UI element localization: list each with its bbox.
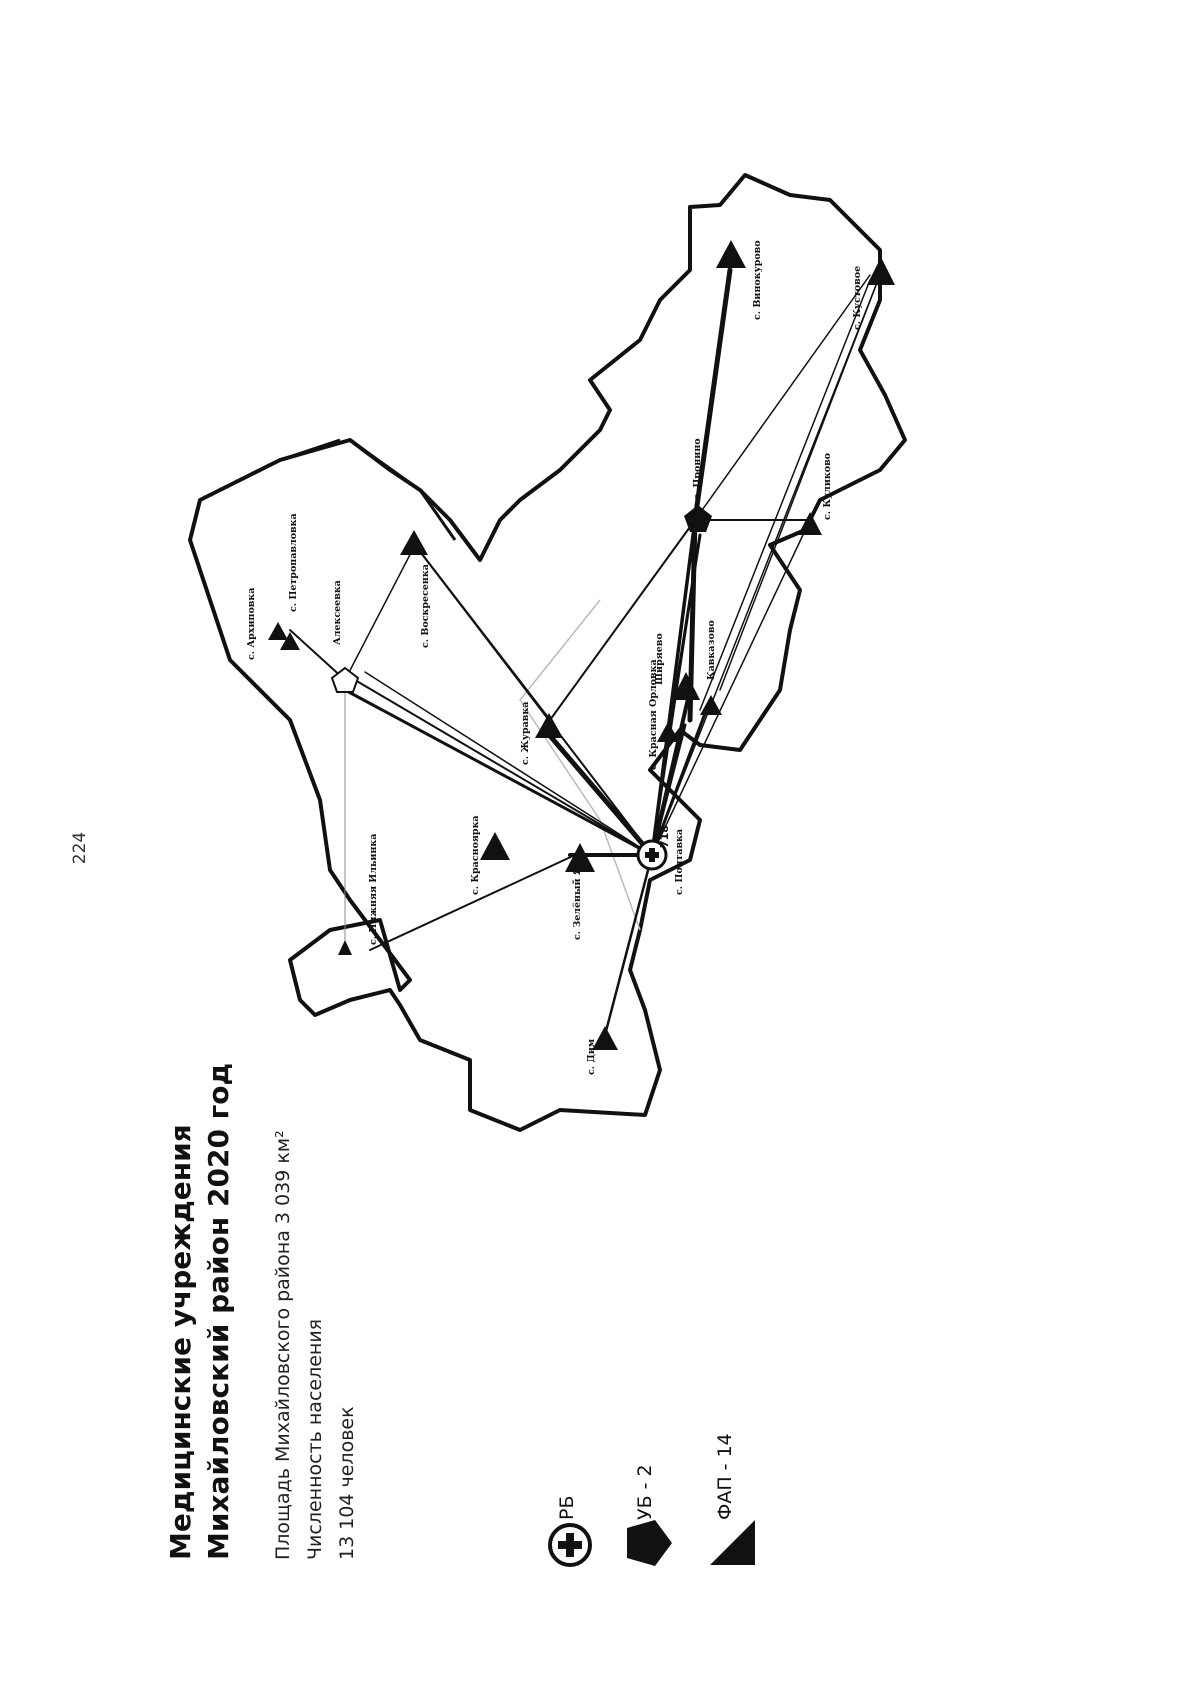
title-line-1: Медицинские учреждения: [164, 1124, 197, 1560]
legend-ub-pentagon-icon: [627, 1520, 672, 1566]
legend-rb-label: РБ: [556, 1495, 578, 1520]
label-krasnoyarka: с. Красноярка: [470, 815, 481, 895]
label-dim: с. Дим: [586, 1038, 597, 1075]
label-nizhnyaya: с. Нижняя Ильинка: [368, 833, 379, 945]
district-boundary: [190, 175, 905, 1130]
label-petropavlovka: с. Петропавловка: [288, 513, 299, 612]
legend-fap-triangle-icon: [710, 1520, 755, 1565]
label-vinokurovo: с. Винокурово: [752, 240, 763, 320]
label-arkhipovka: с. Архиповка: [246, 587, 257, 660]
label-krasnaya-orlovka: с. Красная Орловка: [648, 659, 659, 770]
hospital-number: 718: [658, 825, 671, 848]
population-label: Численность населения: [304, 1318, 326, 1560]
legend-fap-label: ФАП - 14: [714, 1433, 736, 1520]
page-number: 224: [70, 831, 90, 865]
label-zelenyi: с. Зелёный Яр: [572, 860, 583, 940]
label-pronino: с. Пронино: [692, 438, 703, 500]
legend-ub-label: УБ - 2: [634, 1464, 656, 1520]
label-zhuravka: с. Журавка: [520, 701, 531, 765]
label-poltavka: с. Полтавка: [674, 828, 685, 895]
area-text: Площадь Михайловского района 3 039 км²: [272, 1130, 294, 1560]
label-kulikovo: с. Куликово: [822, 452, 833, 520]
title-line-2: Михайловский район 2020 год: [202, 1062, 235, 1560]
legend-icons: [550, 1520, 755, 1566]
label-kavkazovo: Кавказово: [706, 620, 717, 680]
population-value: 13 104 человек: [336, 1406, 358, 1560]
label-kustovoe: с. Кустовое: [852, 265, 863, 330]
label-shiryaevo: Ширяево: [654, 633, 665, 685]
label-alekseevka: Алексеевка: [332, 580, 343, 645]
label-voskresenka: с. Воскресенка: [420, 564, 431, 648]
